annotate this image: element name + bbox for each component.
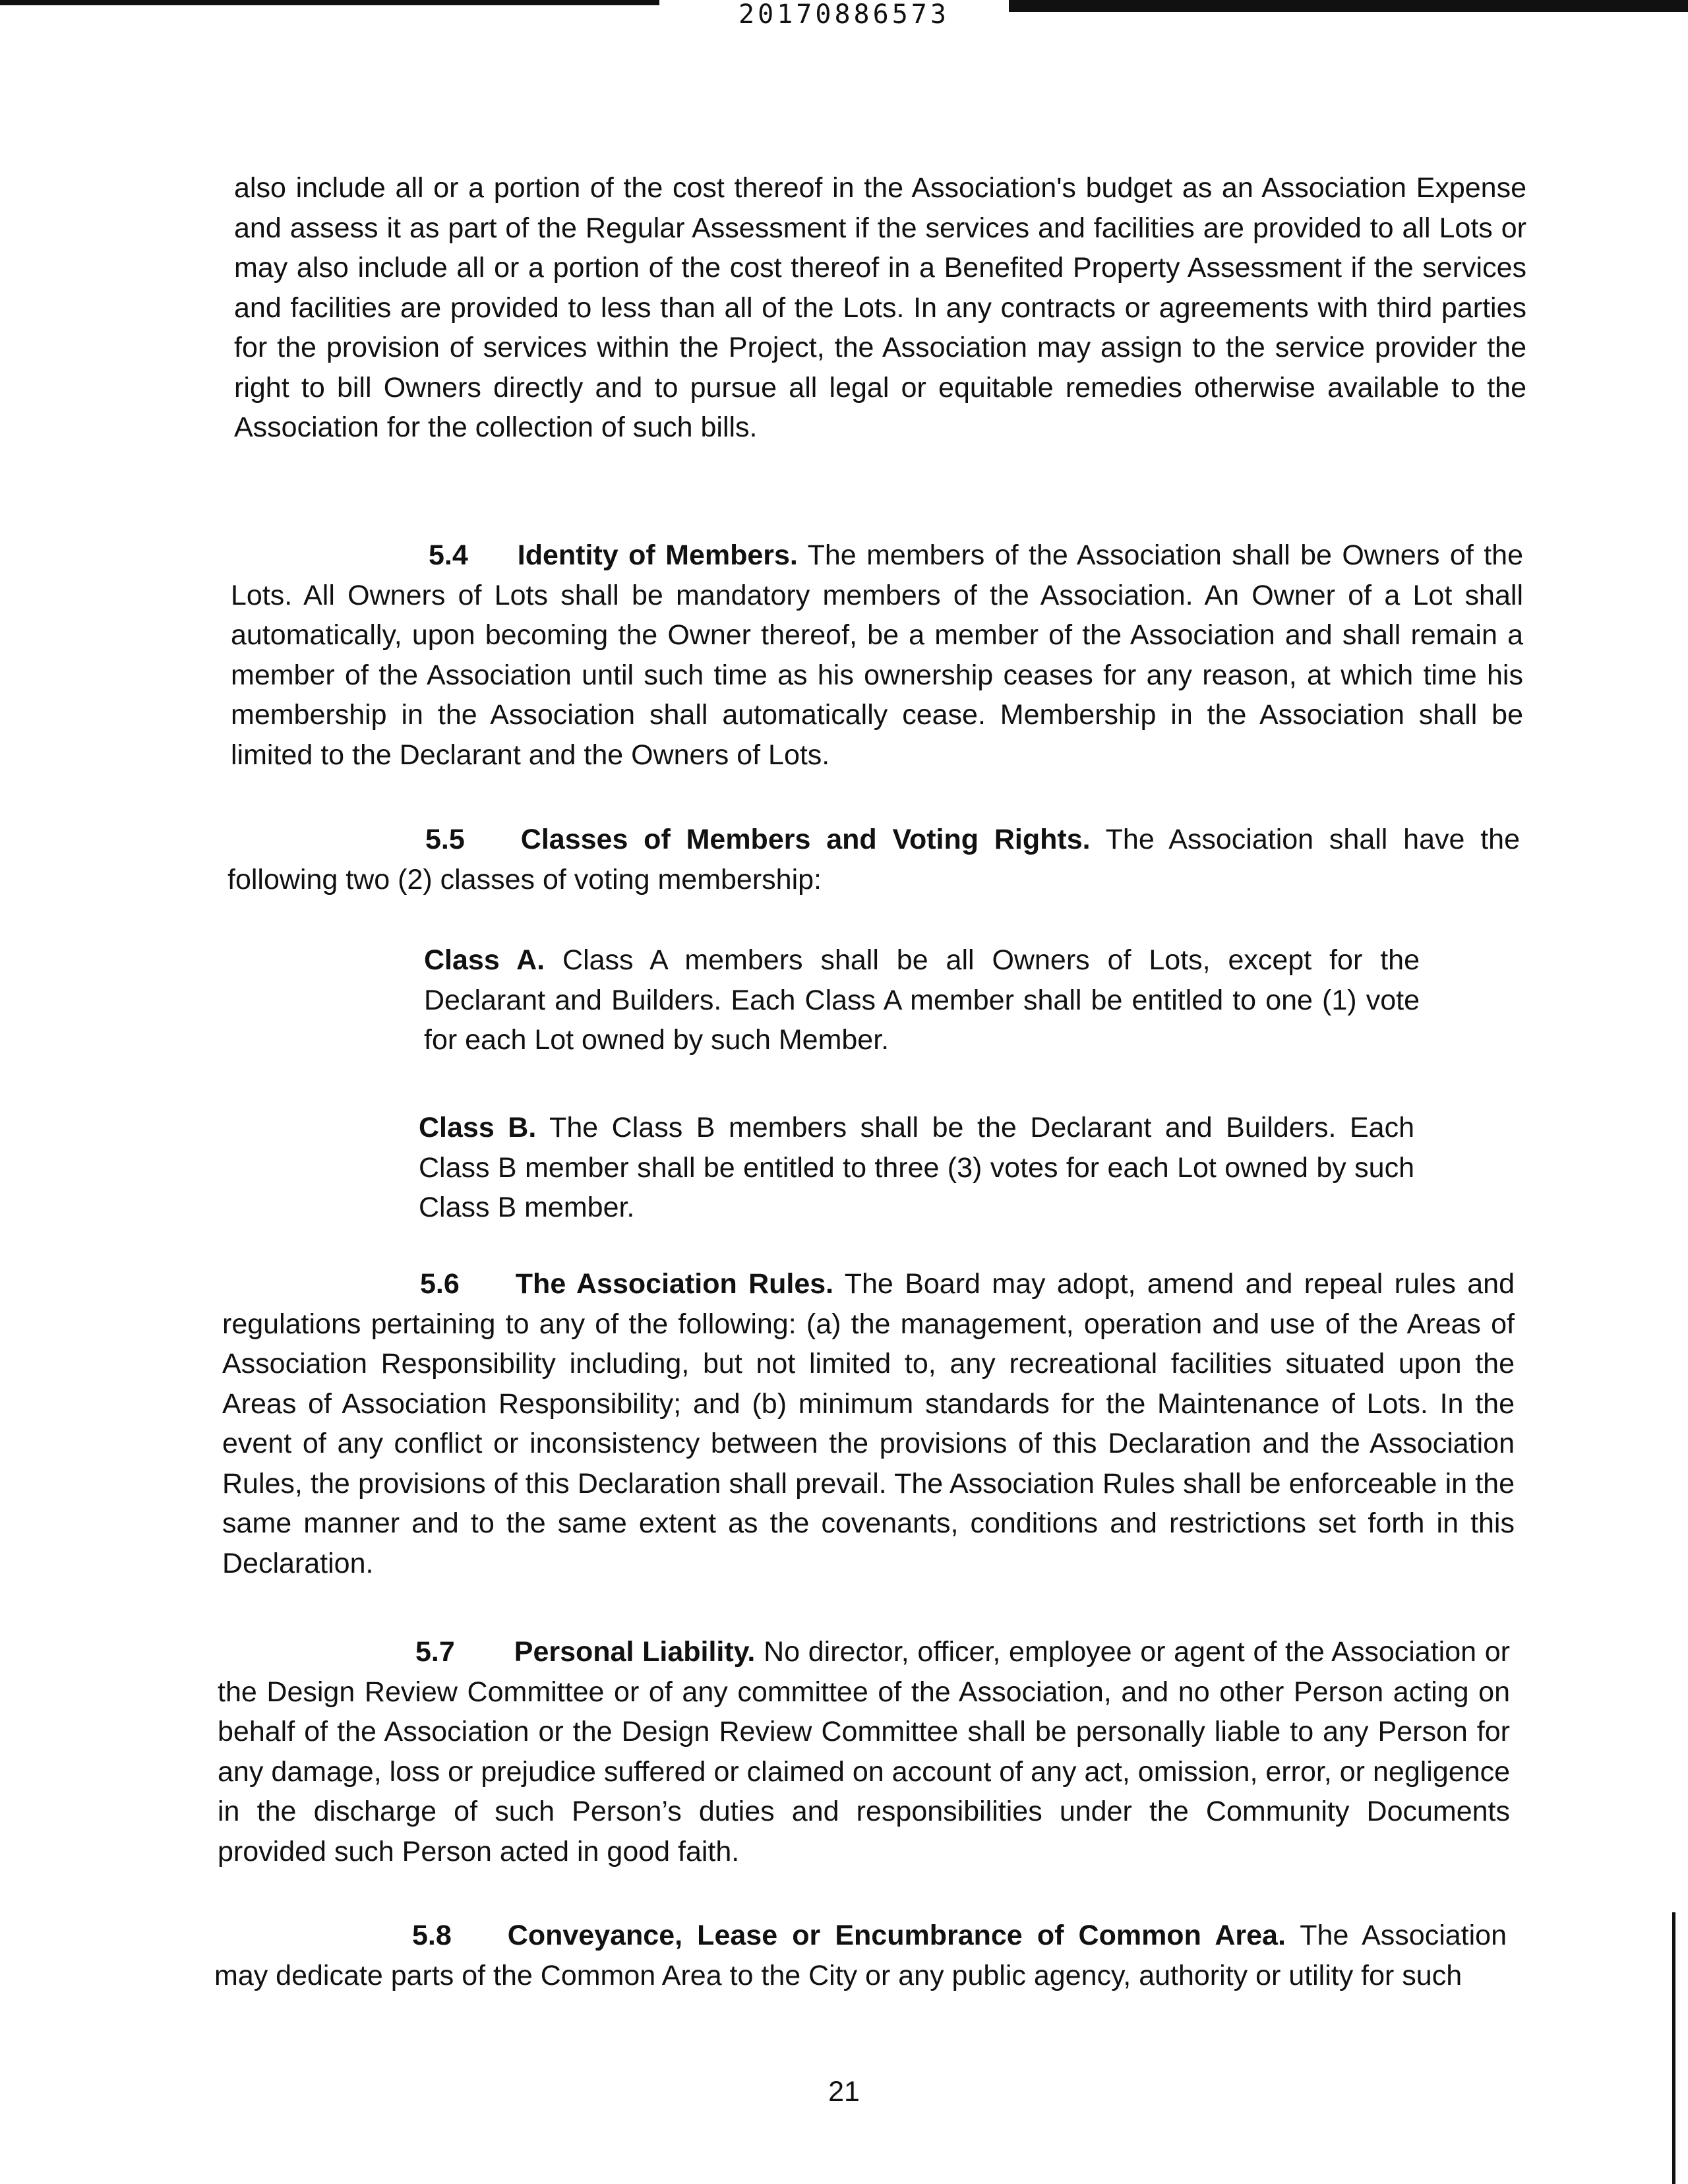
class-title: Class A. [424,944,545,976]
class-body: The Class B members shall be the Declarant and Builders. Each Class B member shall be entitled to three (3) votes for each Lot owned by such Class B member. [419,1112,1414,1223]
section-number: 5.6 [420,1268,460,1300]
section-title: Classes of Members and Voting Rights. [520,824,1091,855]
class-title: Class B. [419,1112,537,1143]
page-number: 21 [828,2076,860,2108]
section-title: The Association Rules. [515,1268,834,1300]
document-number: 20170886573 [738,0,950,30]
section-title: Personal Liability. [514,1636,756,1668]
section-5-7 [218,1632,1510,1871]
section-number: 5.8 [412,1920,452,1951]
section-title: Conveyance, Lease or Encumbrance of Common Area. [507,1920,1286,1951]
section-body: The members of the Association shall be Owners of the Lots. All Owners of Lots shall be mandatory members of the Association. An Owner of a Lot shall automatically, upon becoming the Owner thereof, be a member of the Association and shall remain a member of the Association until such time as his ownership ceases for any reason, at which time his membership in the Association shall automatically cease. Membership in the Association shall be limited to the Declarant and the Owners of Lots. [231,539,1524,771]
class-body: Class A members shall be all Owners of Lots, except for the Declarant and Builders. Each Class A member shall be entitled to one (1) vote for each Lot owned by such Member. [424,944,1420,1056]
section-number: 5.5 [425,824,465,855]
section-5-6 [222,1264,1515,1583]
section-body: The Association may dedicate parts of the Common Area to the City or any public agency, authority or utility for such [214,1920,1507,1991]
scan-border-right [1672,1912,1675,2184]
section-body: No director, officer, employee or agent of the Association or the Design Review Committee or of any committee of the Association, and no other Person acting on behalf of the Association or the Design Review Committee shall be personally liable to any Person for any damage, loss or prejudice suffered or claimed on account of any act, omission, error, or negligence in the discharge of such Person’s duties and responsibilities under the Community Documents provided such Person acted in good faith. [218,1636,1510,1867]
class-a [424,940,1420,1060]
section-body: The Board may adopt, amend and repeal rules and regulations pertaining to any of the following: (a) the management, operation and use of the Areas of Association Responsibility including, but not limited to, any recreational facilities situated upon the Areas of Association Responsibility; and (b) minimum standards for the Maintenance of Lots. In the event of any conflict or inconsistency between the provisions of this Declaration and the Association Rules, the provisions of this Declaration shall prevail. The Association Rules shall be enforceable in the same manner and to the same extent as the covenants, conditions and restrictions set forth in this Declaration. [222,1268,1515,1579]
continuation-paragraph: also include all or a portion of the cost thereof in the Association's budget as an Association Expense and assess it as part of the Regular Assessment if the services and facilities are provided to all Lots or may also include all or a portion of the cost thereof in a Benefited Property Assessment if the services and facilities are provided to less than all of the Lots. In any contracts or agreements with third parties for the provision of services within the Project, the Association may assign to the service provider the right to bill Owners directly and to pursue all legal or equitable remedies otherwise available to the Association for the collection of such bills. [234,172,1526,443]
section-5-5 [227,820,1520,899]
section-title: Identity of Members. [517,539,798,571]
class-b [419,1108,1414,1228]
section-5-8 [214,1916,1507,1995]
section-5-4 [231,535,1523,775]
section-number: 5.4 [429,539,468,571]
section-number: 5.7 [415,1636,455,1668]
section-body: The Association shall have the following two (2) classes of voting membership: [227,824,1521,895]
